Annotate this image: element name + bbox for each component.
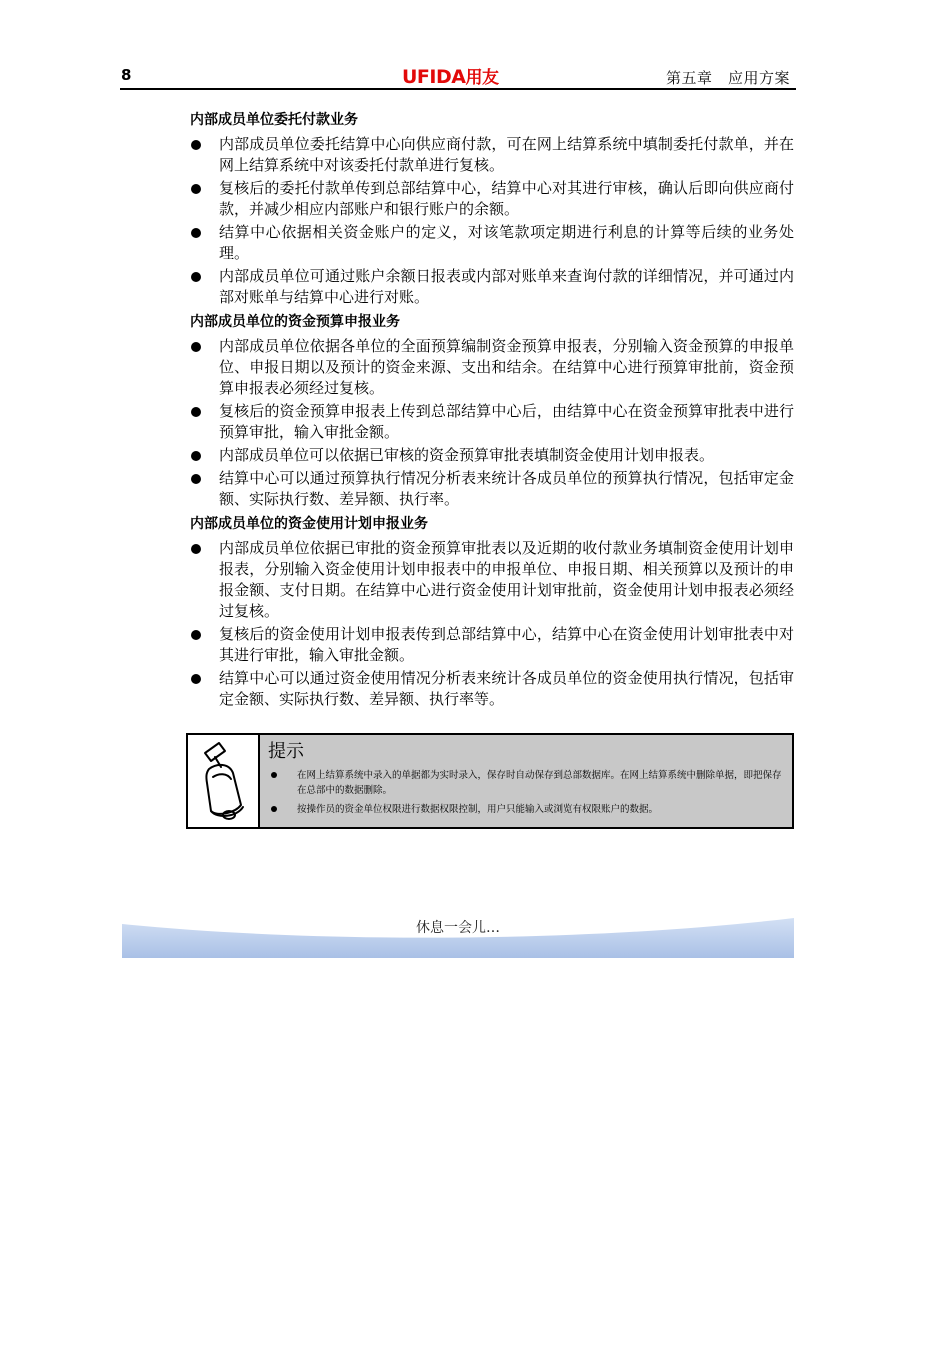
tip-title: 提示 xyxy=(268,741,304,762)
list-item: 复核后的委托付款单传到总部结算中心，结算中心对其进行审核，确认后即向供应商付款，并减少相应内部账户和银行账户的余额。 xyxy=(190,178,794,220)
bullet-list xyxy=(190,336,794,510)
bullet-icon xyxy=(191,184,201,194)
header-rule xyxy=(120,88,796,90)
main-content xyxy=(190,106,794,712)
bullet-icon xyxy=(191,407,201,417)
bullet-icon xyxy=(191,474,201,484)
list-item: 内部成员单位依据已审批的资金预算审批表以及近期的收付款业务填制资金使用计划申报表，分别输入资金使用计划申报表中的申报单位、申报日期、相关预算以及预计的申报金额、支付日期。在结算中心进行资金使用计划审批前，资金使用计划申报表必须经过复核。 xyxy=(190,538,794,622)
bullet-list xyxy=(190,538,794,710)
bullet-icon xyxy=(191,342,201,352)
tip-item: 按操作员的资金单位权限进行数据权限控制，用户只能输入或浏览有权限账户的数据。 xyxy=(268,802,788,817)
list-item: 内部成员单位依据各单位的全面预算编制资金预算申报表，分别输入资金预算的申报单位、申报日期以及预计的资金来源、支出和结余。在结算中心进行预算审批前，资金预算申报表必须经过复核。 xyxy=(190,336,794,399)
section-title: 内部成员单位的资金使用计划申报业务 xyxy=(190,516,428,532)
tip-list xyxy=(268,768,788,821)
brand-latin: UFIDA xyxy=(402,66,466,88)
brand-cn: 用友 xyxy=(465,68,499,88)
bullet-icon xyxy=(191,140,201,150)
bullet-icon xyxy=(271,772,277,778)
bullet-icon xyxy=(191,674,201,684)
list-item: 内部成员单位可以依据已审核的资金预算审批表填制资金使用计划申报表。 xyxy=(190,445,794,466)
bullet-icon xyxy=(191,272,201,282)
bullet-icon xyxy=(271,806,277,812)
tip-item: 在网上结算系统中录入的单据都为实时录入，保存时自动保存到总部数据库。在网上结算系统中删除单据，即把保存在总部中的数据删除。 xyxy=(268,768,788,798)
list-item: 结算中心可以通过资金使用情况分析表来统计各成员单位的资金使用执行情况，包括审定金额、实际执行数、差异额、执行率等。 xyxy=(190,668,794,710)
list-item: 复核后的资金预算申报表上传到总部结算中心后，由结算中心在资金预算审批表中进行预算审批，输入审批金额。 xyxy=(190,401,794,443)
bullet-icon xyxy=(191,451,201,461)
list-item: 复核后的资金使用计划申报表传到总部结算中心，结算中心在资金使用计划审批表中对其进行审批，输入审批金额。 xyxy=(190,624,794,666)
brand-logo xyxy=(402,63,498,88)
bullet-list xyxy=(190,134,794,308)
page-number: 8 xyxy=(121,66,132,84)
bell-icon xyxy=(195,739,251,823)
footer-text: 休息一会儿… xyxy=(416,920,500,936)
tip-icon-cell xyxy=(188,735,260,827)
list-item: 内部成员单位可通过账户余额日报表或内部对账单来查询付款的详细情况，并可通过内部对账单与结算中心进行对账。 xyxy=(190,266,794,308)
list-item: 结算中心依据相关资金账户的定义，对该笔款项定期进行利息的计算等后续的业务处理。 xyxy=(190,222,794,264)
chapter-title: 第五章 应用方案 xyxy=(666,69,791,87)
bullet-icon xyxy=(191,228,201,238)
bullet-icon xyxy=(191,630,201,640)
list-item: 内部成员单位委托结算中心向供应商付款，可在网上结算系统中填制委托付款单，并在网上结算系统中对该委托付款单进行复核。 xyxy=(190,134,794,176)
section-title: 内部成员单位委托付款业务 xyxy=(190,112,358,128)
bullet-icon xyxy=(191,544,201,554)
section-title: 内部成员单位的资金预算申报业务 xyxy=(190,314,400,330)
tip-box xyxy=(186,733,794,829)
list-item: 结算中心可以通过预算执行情况分析表来统计各成员单位的预算执行情况，包括审定金额、实际执行数、差异额、执行率。 xyxy=(190,468,794,510)
